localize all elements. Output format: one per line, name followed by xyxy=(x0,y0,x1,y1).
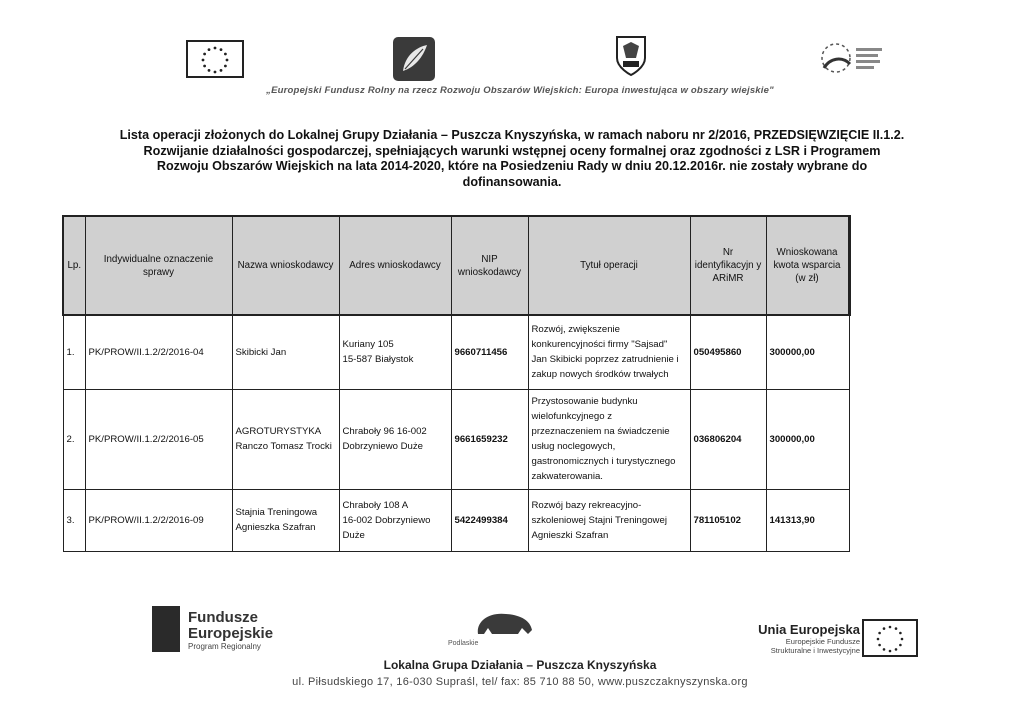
cell-lp: 3. xyxy=(63,489,85,551)
cell-kwota: 141313,90 xyxy=(766,489,849,551)
leaf-icon xyxy=(393,37,435,81)
cell-lp: 1. xyxy=(63,315,85,389)
cell-tytul xyxy=(528,489,690,551)
cell-line: AGROTURYSTYKA xyxy=(235,426,322,437)
lgd-address: ul. Piłsudskiego 17, 16-030 Supraśl, tel/ fax: 85 710 88 50, www.puszczaknyszynska.org xyxy=(292,676,748,688)
podlaskie-logo xyxy=(448,608,558,658)
header-tytul: Tytuł operacji xyxy=(528,216,690,315)
program-motto: „Europejski Fundusz Rolny na rzecz Rozwoju Obszarów Wiejskich: Europa inwestująca w obszary wiejskie" xyxy=(266,85,774,96)
title-line: Lista operacji złożonych do Lokalnej Grupy Działania – Puszcza Knyszyńska, w ramach naboru nr 2/2016, PRZEDSIĘWZIĘCIE II.1.2. xyxy=(119,128,905,142)
cell-line: Jan Skibicki poprzez zatrudnienie i xyxy=(531,354,679,366)
cell-oznaczenie: PK/PROW/II.1.2/2/2016-04 xyxy=(85,315,232,389)
cell-oznaczenie: PK/PROW/II.1.2/2/2016-05 xyxy=(85,389,232,489)
cell-line: 15-587 Białystok xyxy=(342,354,414,366)
cell-line: gastronomicznych i turystycznego xyxy=(531,456,676,467)
header-oznaczenie: Indywidualne oznaczenie sprawy xyxy=(85,216,232,315)
cell-nazwa xyxy=(232,315,339,389)
cell-line: Rozwój bazy rekreacyjno- xyxy=(531,499,642,511)
table-row xyxy=(63,315,849,389)
fundusze-europejskie-logo xyxy=(152,606,282,654)
header-nazwa: Nazwa wnioskodawcy xyxy=(232,216,339,315)
prow-logo xyxy=(816,38,886,80)
title-line: dofinansowania. xyxy=(462,174,562,189)
header-lp: Lp. xyxy=(63,216,85,315)
title-line: Rozwoju Obszarów Wiejskich na lata 2014-2020, które na Posiedzeniu Rady w dniu 20.12.2016r. nie zostały wybrane do xyxy=(156,159,868,173)
eu-stars-icon xyxy=(188,42,242,76)
header-nr-arimr: Nr identyfikacyjn y ARiMR xyxy=(690,216,766,315)
ue-title: Unia Europejska xyxy=(758,622,860,637)
cell-adres xyxy=(339,389,451,489)
cell-lp: 2. xyxy=(63,389,85,489)
ue-text-block xyxy=(752,622,860,655)
cell-line: wielofunkcyjnego z xyxy=(531,411,613,422)
cell-line: Stajnia Treningowa xyxy=(235,507,318,518)
cell-line: usług noclegowych, xyxy=(531,441,616,452)
fe-subtitle: Program Regionalny xyxy=(188,642,261,651)
cell-nip: 5422499384 xyxy=(451,489,528,551)
eu-flag-logo xyxy=(186,40,244,78)
cell-line: 16-002 Dobrzyniewo xyxy=(342,514,431,526)
cell-line: Chraboły 108 A xyxy=(342,499,409,511)
operations-table xyxy=(62,215,851,552)
table-row xyxy=(63,489,849,551)
lgd-name: Lokalna Grupa Działania – Puszcza Knyszyńska xyxy=(383,658,657,672)
cell-line: przeznaczeniem na świadczenie xyxy=(531,426,670,437)
cell-line: Ranczo Tomasz Trocki xyxy=(235,441,332,452)
title-line: Rozwijanie działalności gospodarczej, spełniających warunki wstępnej oceny formalnej oraz zgodności z LSR i Programem xyxy=(143,143,881,158)
bison-icon xyxy=(448,608,558,640)
cell-line: Skibicki Jan xyxy=(235,346,287,358)
cell-oznaczenie: PK/PROW/II.1.2/2/2016-09 xyxy=(85,489,232,551)
podlaskie-crest-logo xyxy=(614,34,648,78)
cell-adres xyxy=(339,489,451,551)
eu-stars-icon xyxy=(864,621,916,655)
cell-tytul xyxy=(528,389,690,489)
header-nip: NIP wnioskodawcy xyxy=(451,216,528,315)
table-row xyxy=(63,389,849,489)
cell-line: Rozwój, zwiększenie xyxy=(531,324,621,336)
cell-line: zakwaterowania. xyxy=(531,471,603,482)
cell-line: konkurencyjności firmy "Sajsad" xyxy=(531,339,668,351)
fe-title xyxy=(188,610,273,642)
header-kwota: Wnioskowana kwota wsparcia (w zł) xyxy=(766,216,849,315)
cell-adres xyxy=(339,315,451,389)
leader-logo xyxy=(393,37,435,81)
cell-nr-arimr: 036806204 xyxy=(690,389,766,489)
fe-mark-icon xyxy=(152,606,180,652)
ue-flag-logo xyxy=(862,619,918,657)
fe-title-line: Europejskie xyxy=(188,625,274,642)
cell-nr-arimr: 781105102 xyxy=(690,489,766,551)
prow-stars-icon xyxy=(816,38,886,80)
page-title xyxy=(78,128,946,190)
cell-nazwa xyxy=(232,489,339,551)
cell-nip: 9660711456 xyxy=(451,315,528,389)
cell-kwota: 300000,00 xyxy=(766,315,849,389)
cell-tytul xyxy=(528,315,690,389)
cell-nr-arimr: 050495860 xyxy=(690,315,766,389)
cell-nip: 9661659232 xyxy=(451,389,528,489)
crest-icon xyxy=(614,34,648,78)
cell-line: Agnieszka Szafran xyxy=(235,522,316,533)
cell-line: szkoleniowej Stajni Treningowej xyxy=(531,514,667,526)
cell-line: Kuriany 105 xyxy=(342,339,394,351)
cell-line: zakup nowych środków trwałych xyxy=(531,369,669,381)
cell-line: Agnieszki Szafran xyxy=(531,529,609,541)
podlaskie-label: Podlaskie xyxy=(448,640,479,647)
cell-kwota: 300000,00 xyxy=(766,389,849,489)
cell-line: Chraboły 96 16-002 xyxy=(342,426,427,437)
cell-line: Przystosowanie budynku xyxy=(531,396,638,407)
fe-title-line: Fundusze xyxy=(188,609,258,626)
table-header-row xyxy=(63,216,849,315)
cell-line: Dobrzyniewo Duże xyxy=(342,441,424,452)
header-adres: Adres wnioskodawcy xyxy=(339,216,451,315)
ue-subtitle-line: Strukturalne i Inwestycyjne xyxy=(770,646,860,655)
cell-nazwa xyxy=(232,389,339,489)
ue-subtitle-line: Europejskie Fundusze xyxy=(785,637,860,646)
cell-line: Duże xyxy=(342,529,365,541)
